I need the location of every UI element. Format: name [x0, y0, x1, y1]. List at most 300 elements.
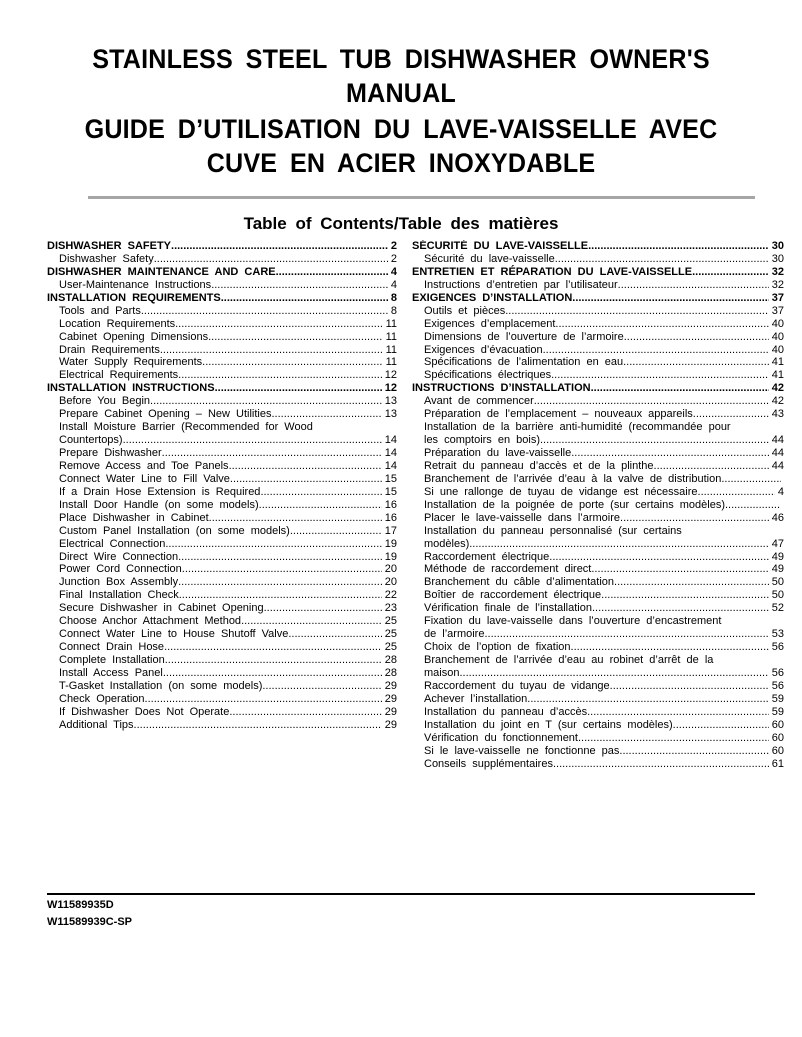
toc-entry-title: Boîtier de raccordement électrique	[424, 589, 602, 602]
dot-leader	[160, 344, 383, 357]
dot-leader	[179, 589, 382, 602]
toc-entry-page: 11	[385, 317, 397, 330]
dot-leader	[165, 538, 381, 551]
toc-entry[interactable]	[47, 421, 397, 434]
dot-leader	[654, 460, 769, 473]
toc-entry[interactable]	[412, 499, 784, 512]
toc-entry-title: Avant de commencer	[424, 395, 534, 408]
document-code: W11589935D	[47, 899, 114, 911]
toc-entry[interactable]	[47, 576, 397, 589]
toc-entry-title: modèles)	[424, 537, 470, 550]
toc-entry-page: 29	[384, 718, 397, 731]
toc-entry-title: Additional Tips	[59, 718, 134, 731]
dot-leader	[163, 667, 382, 680]
toc-entry[interactable]	[47, 344, 397, 357]
footer-divider	[47, 893, 755, 895]
toc-entry-title: Raccordement du tuyau de vidange	[424, 679, 610, 692]
toc-entry[interactable]	[47, 331, 397, 344]
dot-leader	[260, 486, 381, 499]
toc-entry-title: Countertops)	[59, 434, 123, 447]
toc-entry-page: 4	[390, 265, 397, 278]
toc-entry-title: Préparation du lave-vaisselle	[424, 447, 572, 459]
dot-leader	[229, 706, 381, 719]
toc-entry-title: User-Maintenance Instructions	[59, 278, 212, 291]
toc-entry[interactable]	[47, 693, 397, 706]
toc-entry[interactable]	[412, 408, 784, 421]
dot-leader	[264, 602, 382, 615]
toc-entry-page: 2	[390, 240, 397, 252]
toc-entry[interactable]	[412, 680, 784, 693]
toc-entry[interactable]	[412, 318, 784, 331]
toc-column-english	[47, 240, 417, 732]
dot-leader	[165, 654, 382, 667]
toc-entry-page: 59	[771, 692, 784, 705]
toc-entry-page: 29	[384, 705, 397, 718]
toc-entry[interactable]	[412, 292, 784, 305]
toc-entry[interactable]	[412, 253, 784, 266]
dot-leader	[272, 408, 382, 421]
title-line-1: STAINLESS STEEL TUB DISHWASHER OWNER'S	[92, 44, 710, 74]
toc-entry-title: ENTRETIEN ET RÉPARATION DU LAVE-VAISSELLE	[412, 265, 693, 278]
dot-leader	[178, 551, 382, 564]
toc-entry[interactable]	[412, 525, 784, 538]
dot-leader	[175, 318, 382, 331]
toc-entry-title: Install Access Panel	[59, 666, 163, 679]
toc-entry-page: 42	[771, 382, 784, 395]
toc-entry[interactable]	[412, 240, 784, 253]
dot-leader	[178, 369, 382, 382]
toc-entry[interactable]	[412, 421, 784, 434]
toc-entry-title: Choix de l’option de fixation	[424, 641, 571, 654]
toc-entry-title: Si une rallonge de tuyau de vidange est nécessaire	[424, 485, 698, 498]
toc-entry-page: 29	[384, 679, 397, 692]
toc-entry-title: Drain Requirements	[59, 343, 160, 356]
toc-entry[interactable]	[412, 434, 784, 447]
dot-leader	[211, 279, 388, 292]
dot-leader	[141, 305, 388, 318]
toc-entry[interactable]	[412, 706, 784, 719]
toc-entry[interactable]	[412, 460, 784, 473]
dot-leader	[591, 382, 769, 395]
toc-entry[interactable]	[412, 395, 784, 408]
toc-entry-page: 12	[384, 382, 397, 395]
dot-leader	[123, 434, 382, 447]
dot-leader	[588, 240, 769, 253]
toc-entry-page: 8	[390, 304, 397, 317]
dot-leader	[618, 279, 769, 292]
toc-entry-title: Remove Access and Toe Panels	[59, 459, 229, 472]
toc-entry-title: Installation du panneau d’accès	[424, 705, 588, 718]
toc-entry[interactable]	[47, 369, 397, 382]
dot-leader	[145, 693, 382, 706]
toc-entry-page: 37	[771, 304, 784, 317]
toc-entry-title: Branchement de l’arrivée d’eau à la valve de distribution	[424, 472, 722, 485]
toc-entry-title: Before You Begin	[59, 395, 151, 408]
toc-entry[interactable]	[412, 266, 784, 279]
dot-leader	[505, 305, 769, 318]
toc-entry[interactable]	[47, 382, 397, 395]
toc-entry[interactable]	[412, 693, 784, 706]
toc-entry[interactable]	[412, 369, 784, 382]
dot-leader	[592, 602, 769, 615]
toc-entry[interactable]	[47, 460, 397, 473]
dot-leader	[221, 292, 388, 305]
toc-entry[interactable]	[47, 667, 397, 680]
toc-entry[interactable]	[47, 525, 397, 538]
toc-entry-page: 28	[384, 654, 397, 666]
toc-entry-page: 19	[384, 550, 397, 563]
toc-entry-title: INSTALLATION INSTRUCTIONS	[47, 382, 215, 395]
toc-entry-title: Installation de la barrière anti-humidité (recommandée pour	[424, 421, 731, 434]
dot-leader	[549, 551, 768, 564]
toc-entry-page	[781, 473, 784, 486]
dot-leader	[713, 654, 781, 667]
document-code-sp: W11589939C-SP	[47, 916, 132, 928]
toc-entry-page: 14	[384, 434, 397, 447]
toc-entry[interactable]	[47, 641, 397, 654]
toc-entry-title: Dimensions de l’ouverture de l’armoire	[424, 330, 624, 343]
toc-entry-title: Installation du joint en T (sur certains modèles)	[424, 718, 673, 731]
toc-entry-title: Préparation de l’emplacement – nouveaux appareils	[424, 408, 693, 421]
dot-leader	[469, 538, 769, 551]
toc-entry-title: If a Drain Hose Extension is Required	[59, 485, 261, 498]
toc-entry[interactable]	[412, 447, 784, 460]
toc-entry-title: T-Gasket Installation (on some models)	[59, 679, 263, 692]
dot-leader	[725, 499, 781, 512]
toc-entry-page	[781, 654, 784, 667]
toc-entry[interactable]	[412, 719, 784, 732]
dot-leader	[551, 369, 769, 382]
toc-entry-page: 56	[771, 679, 784, 692]
toc-entry[interactable]	[47, 486, 397, 499]
toc-entry[interactable]	[412, 654, 784, 667]
toc-entry[interactable]	[47, 434, 397, 447]
toc-entry[interactable]	[47, 292, 397, 305]
dot-leader	[623, 356, 769, 369]
dot-leader	[673, 719, 769, 732]
dot-leader	[572, 292, 768, 305]
toc-entry-page: 60	[771, 744, 784, 757]
toc-entry-page: 25	[384, 615, 397, 628]
toc-entry-title: Méthode de raccordement direct	[424, 563, 592, 576]
toc-entry[interactable]	[412, 576, 784, 589]
toc-entry[interactable]	[412, 641, 784, 654]
dot-leader	[578, 732, 769, 745]
dot-leader	[484, 628, 768, 641]
toc-entry-title: Location Requirements	[59, 317, 176, 330]
toc-entry-page: 11	[385, 330, 397, 343]
toc-entry-page: 30	[771, 252, 784, 265]
toc-entry-page: 11	[385, 343, 397, 356]
toc-entry-title: DISHWASHER MAINTENANCE AND CARE	[47, 265, 276, 278]
dot-leader	[259, 499, 382, 512]
toc-entry-title: Electrical Requirements	[59, 369, 179, 382]
toc-entry-page: 56	[771, 666, 784, 679]
toc-column-french	[412, 240, 802, 770]
toc-entry-title: Cabinet Opening Dimensions	[59, 330, 209, 343]
dot-leader	[534, 395, 769, 408]
toc-entry-title: Spécifications de l’alimentation en eau	[424, 356, 624, 369]
dot-leader	[571, 641, 769, 654]
toc-entry-page	[781, 615, 784, 628]
toc-entry-title: Placer le lave-vaisselle dans l’armoire	[424, 511, 621, 524]
toc-entry-page: 60	[771, 718, 784, 731]
toc-entry[interactable]	[412, 512, 784, 525]
toc-entry-title: Instructions d’entretien par l’utilisateur	[424, 278, 618, 291]
toc-entry-page: 4	[777, 485, 784, 498]
toc-entry-title: Prepare Dishwasher	[59, 447, 162, 459]
toc-entry-title: Branchement de l’arrivée d’eau au robinet d’arrêt de la	[424, 654, 714, 666]
toc-entry[interactable]	[47, 615, 397, 628]
toc-entry-title: If Dishwasher Does Not Operate	[59, 705, 230, 718]
toc-entry-title: Connect Water Line to Fill Valve	[59, 472, 230, 485]
toc-entry[interactable]	[412, 602, 784, 615]
dot-leader	[209, 512, 382, 525]
toc-entry[interactable]	[47, 628, 397, 641]
dot-leader	[692, 266, 769, 279]
dot-leader	[162, 447, 382, 460]
dot-leader	[619, 745, 768, 758]
toc-entry-title: Place Dishwasher in Cabinet	[59, 511, 209, 524]
toc-entry[interactable]	[47, 499, 397, 512]
dot-leader	[202, 356, 382, 369]
toc-entry-page: 11	[385, 356, 397, 369]
dot-leader	[693, 408, 769, 421]
toc-entry-page: 40	[771, 330, 784, 343]
toc-entry[interactable]	[47, 680, 397, 693]
toc-entry[interactable]	[412, 305, 784, 318]
dot-leader	[614, 576, 769, 589]
toc-entry-title: Vérification finale de l’installation	[424, 602, 592, 615]
toc-entry-page: 37	[771, 291, 784, 304]
toc-entry-title: Dishwasher Safety	[59, 252, 154, 265]
toc-entry-title: Power Cord Connection	[59, 563, 182, 576]
toc-entry-page	[781, 525, 784, 538]
toc-entry-page: 15	[384, 485, 397, 498]
toc-entry-page: 4	[390, 278, 397, 291]
dot-leader	[241, 615, 382, 628]
toc-entry-page: 20	[384, 576, 397, 589]
title-divider	[88, 196, 755, 199]
toc-entry-page: 41	[771, 369, 784, 382]
toc-entry[interactable]	[412, 551, 784, 564]
toc-entry-page	[781, 421, 784, 434]
toc-entry-title: Si le lave-vaisselle ne fonctionne pas	[424, 744, 620, 757]
toc-entry-title: Branchement du câble d’alimentation	[424, 576, 615, 589]
toc-entry[interactable]	[47, 719, 397, 732]
dot-leader	[208, 331, 382, 344]
toc-entry-page: 2	[390, 252, 397, 265]
dot-leader	[288, 628, 381, 641]
toc-entry-page: 22	[384, 589, 397, 602]
toc-entry[interactable]	[412, 745, 784, 758]
toc-entry-page: 60	[771, 731, 784, 744]
dot-leader	[182, 563, 382, 576]
dot-leader	[134, 719, 382, 732]
toc-entry-page: 19	[384, 537, 397, 550]
toc-entry[interactable]	[47, 512, 397, 525]
toc-entry[interactable]	[47, 602, 397, 615]
toc-entry-title: de l’armoire	[424, 628, 485, 641]
toc-entry[interactable]	[412, 589, 784, 602]
dot-leader	[527, 693, 768, 706]
toc-entry-title: les comptoirs en bois)	[424, 434, 540, 447]
toc-entry-title: Raccordement électrique	[424, 550, 550, 563]
toc-entry[interactable]	[47, 706, 397, 719]
dot-leader	[543, 344, 769, 357]
toc-entry[interactable]	[47, 408, 397, 421]
toc-entry-page: 15	[384, 472, 397, 485]
toc-entry[interactable]	[412, 732, 784, 745]
toc-entry-page: 14	[384, 459, 397, 472]
toc-entry-title: Prepare Cabinet Opening – New Utilities	[59, 408, 272, 421]
toc-entry-page: 52	[771, 602, 784, 615]
toc-entry[interactable]	[412, 356, 784, 369]
toc-entry-page: 42	[771, 395, 784, 408]
toc-entry-title: INSTRUCTIONS D’INSTALLATION	[412, 382, 591, 395]
dot-leader	[587, 706, 769, 719]
title-line-2: MANUAL	[346, 78, 456, 108]
toc-entry-page: 25	[384, 641, 397, 654]
dot-leader	[215, 382, 382, 395]
toc-entry[interactable]	[47, 240, 397, 253]
dot-leader	[171, 240, 388, 253]
toc-entry-title: Outils et pièces	[424, 304, 506, 317]
toc-entry-title: Retrait du panneau d’accès et de la plinthe	[424, 459, 654, 472]
toc-entry-page: 56	[771, 641, 784, 654]
toc-entry[interactable]	[47, 279, 397, 292]
toc-entry-title: Direct Wire Connection	[59, 550, 179, 563]
toc-entry[interactable]	[412, 279, 784, 292]
toc-entry-title: Check Operation	[59, 692, 145, 705]
dot-leader	[290, 525, 382, 538]
toc-entry-page: 50	[771, 589, 784, 602]
toc-entry[interactable]	[47, 266, 397, 279]
dot-leader	[620, 512, 769, 525]
toc-entry[interactable]	[412, 758, 784, 771]
toc-entry-page: 17	[384, 524, 397, 537]
toc-entry-page: 46	[771, 511, 784, 524]
toc-entry-page: 23	[384, 602, 397, 615]
dot-leader	[591, 563, 768, 576]
toc-entry[interactable]	[412, 344, 784, 357]
dot-leader	[610, 680, 769, 693]
toc-entry-title: maison	[424, 666, 460, 679]
toc-entry-page: 44	[771, 459, 784, 472]
toc-entry-page: 50	[771, 576, 784, 589]
toc-entry[interactable]	[412, 382, 784, 395]
toc-entry[interactable]	[47, 589, 397, 602]
toc-entry-page: 12	[384, 369, 397, 382]
dot-leader	[459, 667, 768, 680]
toc-entry-title: Installation du panneau personnalisé (sur certains	[424, 524, 682, 537]
dot-leader	[698, 486, 775, 499]
toc-entry-page: 14	[384, 447, 397, 459]
toc-entry-page	[781, 499, 784, 512]
toc-entry-title: Final Installation Check	[59, 589, 179, 602]
toc-entry-title: Installation de la poignée de porte (sur certains modèles)	[424, 498, 725, 511]
toc-entry-page	[394, 421, 397, 434]
toc-entry[interactable]	[412, 615, 784, 628]
dot-leader	[262, 680, 381, 693]
toc-entry-page: 59	[771, 705, 784, 718]
dot-leader	[229, 460, 382, 473]
dot-leader	[555, 318, 768, 331]
toc-entry-title: Complete Installation	[59, 654, 165, 666]
dot-leader	[571, 447, 769, 460]
toc-entry[interactable]	[47, 538, 397, 551]
toc-entry-title: Spécifications électriques	[424, 369, 552, 382]
toc-entry-title: Tools and Parts	[59, 304, 141, 317]
toc-entry[interactable]	[47, 356, 397, 369]
toc-entry-page: 49	[771, 563, 784, 576]
dot-leader	[601, 589, 769, 602]
toc-entry[interactable]	[47, 253, 397, 266]
dot-leader	[721, 615, 781, 628]
toc-entry-title: Exigences d’évacuation	[424, 343, 543, 356]
toc-entry-page: 30	[771, 240, 784, 252]
toc-entry[interactable]	[412, 667, 784, 680]
toc-entry-title: Exigences d’emplacement	[424, 317, 556, 330]
toc-entry-page: 25	[384, 628, 397, 641]
toc-entry[interactable]	[47, 447, 397, 460]
toc-entry[interactable]	[412, 563, 784, 576]
dot-leader	[164, 641, 382, 654]
toc-entry-page: 61	[771, 757, 784, 770]
toc-entry[interactable]	[47, 654, 397, 667]
toc-entry-page: 41	[771, 356, 784, 369]
toc-entry-page: 40	[771, 317, 784, 330]
toc-entry-title: Install Moisture Barrier (Recommended for Wood	[59, 421, 313, 434]
toc-entry-page: 13	[384, 408, 397, 421]
toc-entry-page: 32	[771, 278, 784, 291]
dot-leader	[682, 525, 781, 538]
toc-entry[interactable]	[47, 318, 397, 331]
toc-entry-page: 47	[771, 537, 784, 550]
toc-entry[interactable]	[412, 331, 784, 344]
toc-entry-page: 32	[771, 265, 784, 278]
toc-entry-title: Custom Panel Installation (on some models)	[59, 524, 290, 537]
toc-entry-title: EXIGENCES D’INSTALLATION	[412, 291, 573, 304]
toc-entry[interactable]	[47, 563, 397, 576]
dot-leader	[624, 331, 769, 344]
toc-entry-title: DISHWASHER SAFETY	[47, 240, 172, 252]
dot-leader	[555, 253, 769, 266]
dot-leader	[313, 421, 394, 434]
toc-entry[interactable]	[47, 395, 397, 408]
toc-entry[interactable]	[412, 628, 784, 641]
toc-entry-page: 16	[384, 511, 397, 524]
toc-entry[interactable]	[412, 486, 784, 499]
toc-entry-title: Water Supply Requirements	[59, 356, 203, 369]
toc-entry-page: 13	[384, 395, 397, 408]
toc-entry-page: 20	[384, 563, 397, 576]
toc-entry-page: 16	[384, 498, 397, 511]
toc-entry[interactable]	[47, 305, 397, 318]
toc-entry[interactable]	[412, 473, 784, 486]
toc-entry-page: 44	[771, 447, 784, 459]
toc-entry-title: Junction Box Assembly	[59, 576, 179, 589]
toc-entry-title: Choose Anchor Attachment Method	[59, 615, 242, 628]
dot-leader	[731, 421, 781, 434]
toc-entry[interactable]	[47, 473, 397, 486]
toc-entry-title: Electrical Connection	[59, 537, 166, 550]
toc-entry[interactable]	[47, 551, 397, 564]
dot-leader	[276, 266, 388, 279]
toc-entry-title: INSTALLATION REQUIREMENTS	[47, 291, 221, 304]
toc-entry-page: 40	[771, 343, 784, 356]
toc-entry[interactable]	[412, 538, 784, 551]
